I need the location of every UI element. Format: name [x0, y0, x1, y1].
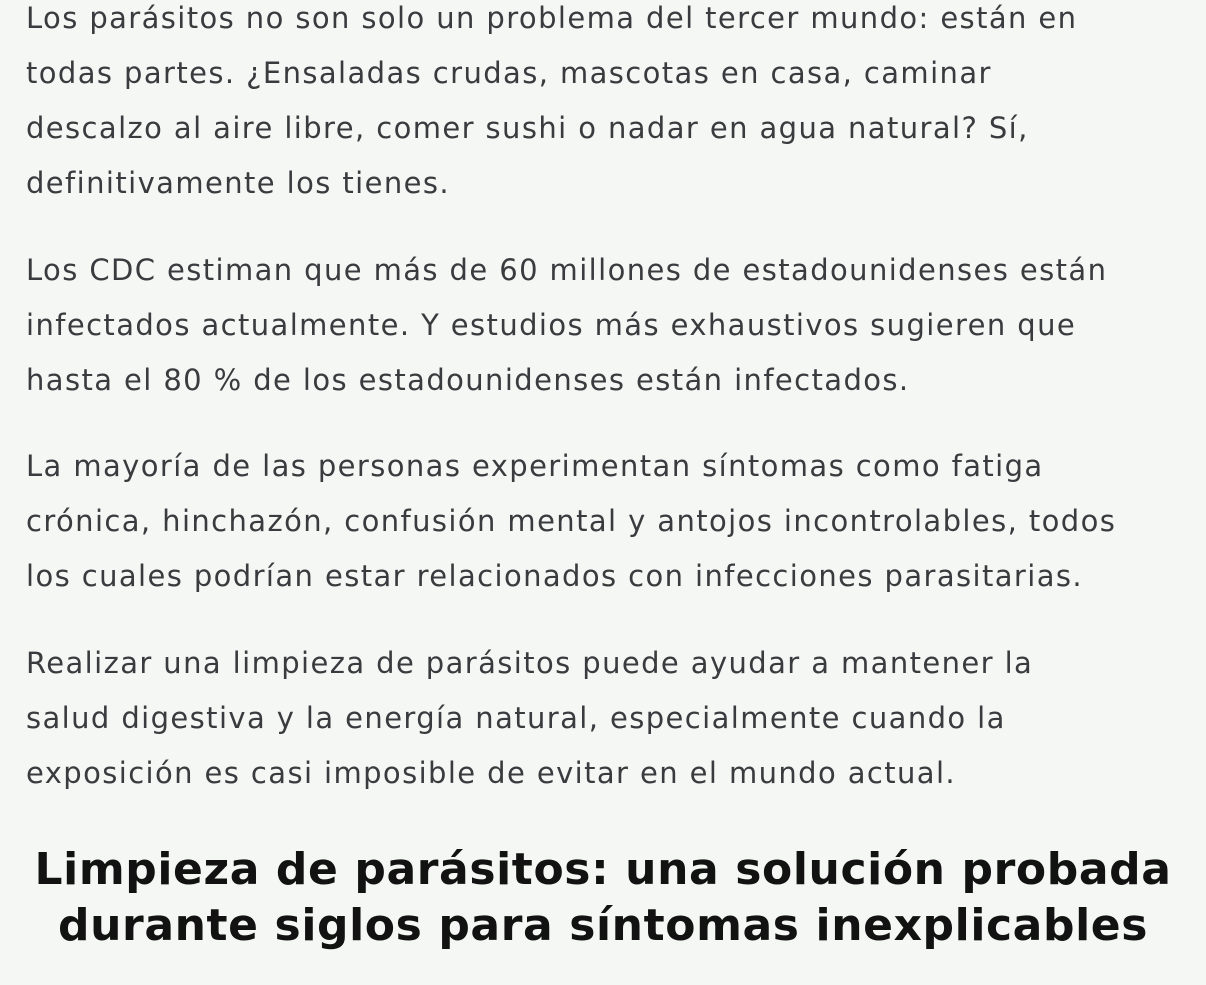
paragraph-symptoms: La mayoría de las personas experimentan síntomas como fatiga crónica, hinchazón, confusión mental y antojos incontrolables, todos los cuales podrían estar relacionados con infecciones parasitarias. — [26, 449, 1117, 593]
paragraph-cdc-estimate: Los CDC estiman que más de 60 millones de estadounidenses están infectados actualmente. Y estudios más exhaustivos sugieren que hasta el 80 % de los estadounidenses están infectados. — [26, 253, 1108, 397]
section-heading: Limpieza de parásitos: una solución probada durante siglos para síntomas inexplicables — [34, 844, 1172, 951]
paragraph-cleanse-benefits: Realizar una limpieza de parásitos puede ayudar a mantener la salud digestiva y la energía natural, especialmente cuando la exposición es casi imposible de evitar en el mundo actual. — [26, 646, 1034, 790]
paragraph-parasites-everywhere: Los parásitos no son solo un problema del tercer mundo: están en todas partes. ¿Ensaladas crudas, mascotas en casa, caminar descalzo al aire libre, comer sushi o nadar en agua natural? Sí, definitivamente los tienes. — [26, 1, 1078, 200]
